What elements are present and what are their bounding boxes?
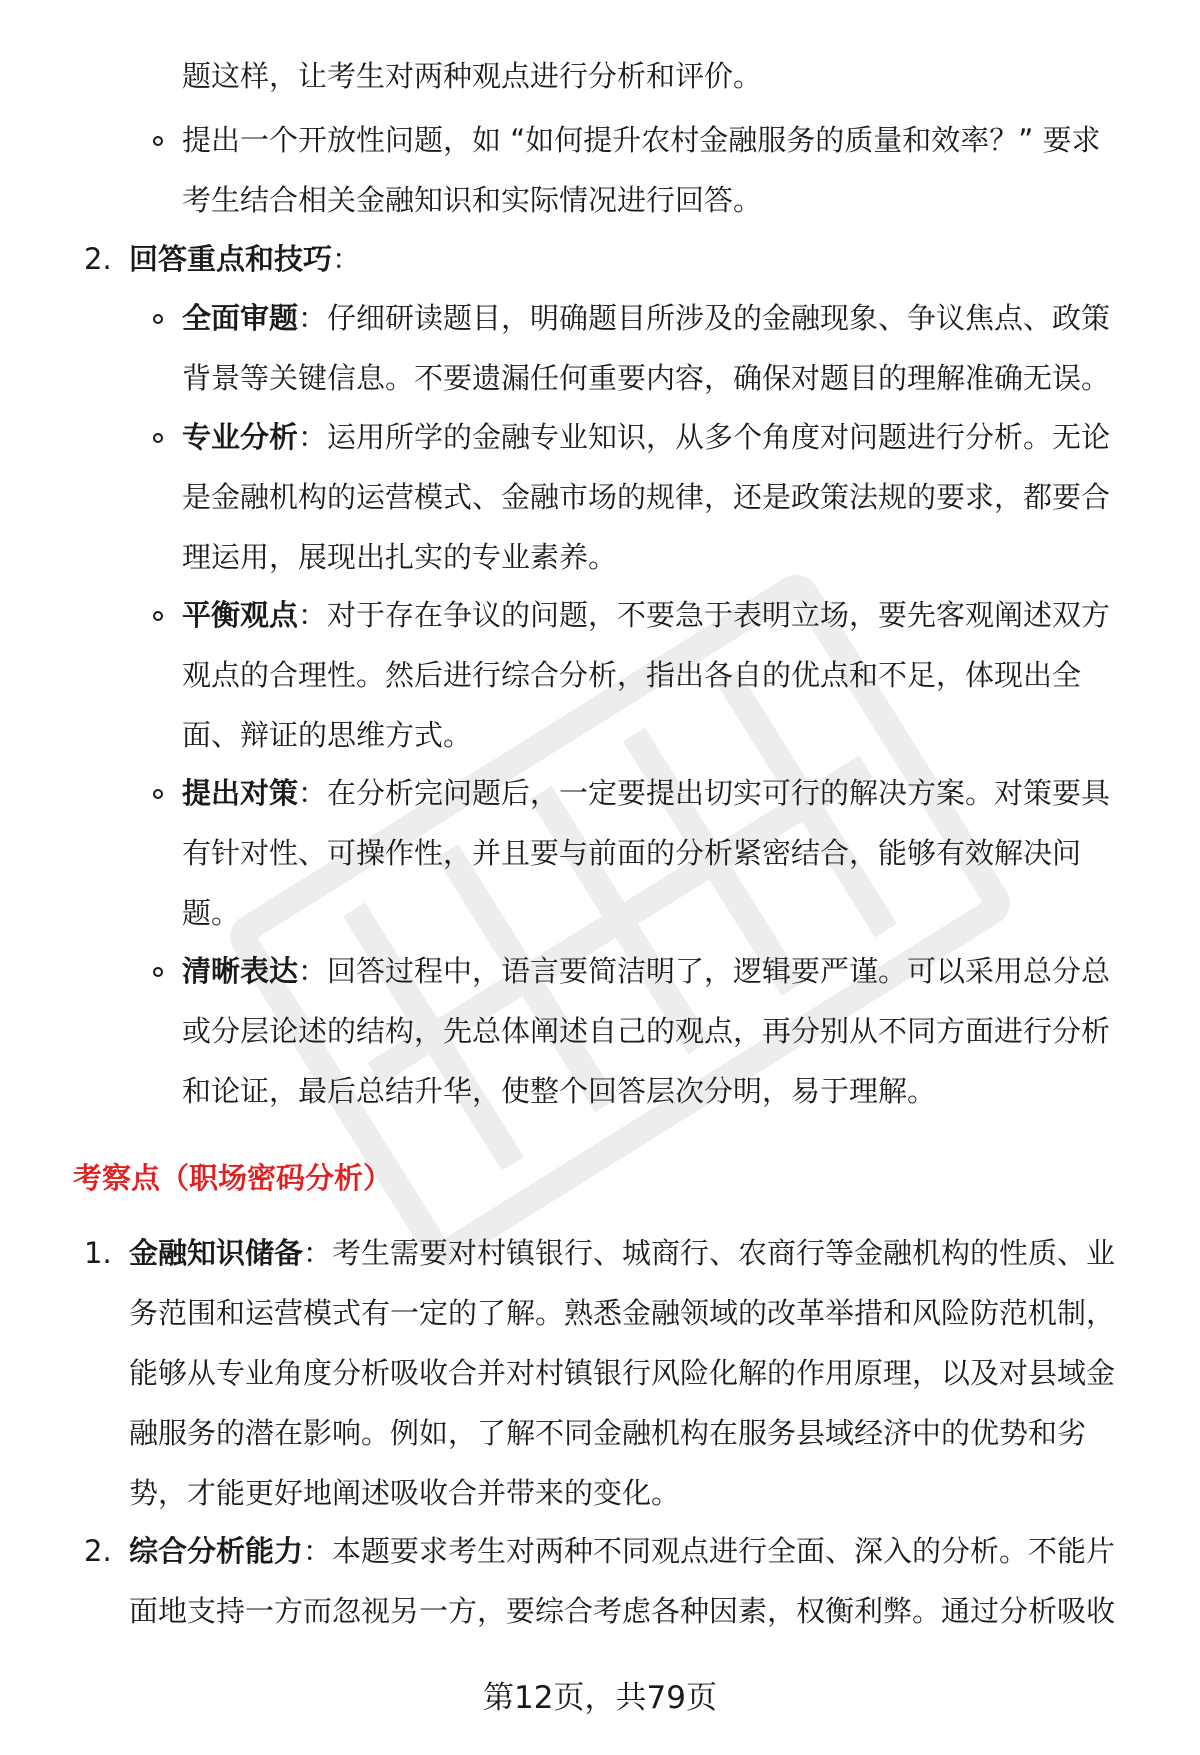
section-heading: 考察点（职场密码分析） [73,1161,393,1195]
circle-bullet-icon [153,314,163,324]
text-line: 有针对性、可操作性，并且要与前面的分析紧密结合，能够有效解决问 [182,836,1082,870]
circle-bullet-icon [153,136,163,146]
list-item: 清晰表达：回答过程中，语言要简洁明了，逻辑要严谨。可以采用总分总 [182,954,1111,988]
text-line: 是金融机构的运营模式、金融市场的规律，还是政策法规的要求，都要合 [182,480,1111,514]
text-line: 务范围和运营模式有一定的了解。熟悉金融领域的改革举措和风险防范机制， [129,1296,1116,1330]
list-item: 提出对策：在分析完问题后，一定要提出切实可行的解决方案。对策要具 [182,776,1111,810]
circle-bullet-icon [153,789,163,799]
text-line: 势，才能更好地阐述吸收合并带来的变化。 [129,1476,681,1510]
text-line: 理运用，展现出扎实的专业素养。 [182,540,618,574]
page-number: 第12页，共79页 [483,1680,717,1716]
circle-bullet-icon [153,967,163,977]
text-line: 和论证，最后总结升华，使整个回答层次分明，易于理解。 [182,1074,937,1108]
text-line: 面地支持一方而忽视另一方，要综合考虑各种因素，权衡利弊。通过分析吸收 [129,1594,1116,1628]
circle-bullet-icon [153,611,163,621]
list-number: 2. [84,1534,112,1568]
text-line: 面、辩证的思维方式。 [182,718,473,752]
text-line: 观点的合理性。然后进行综合分析，指出各自的优点和不足，体现出全 [182,658,1082,692]
text-line: 题。 [182,896,241,930]
text-line: 能够从专业角度分析吸收合并对村镇银行风险化解的作用原理，以及对县域金 [129,1356,1116,1390]
list-number: 1. [84,1236,112,1270]
text-line: 考生结合相关金融知识和实际情况进行回答。 [182,183,763,217]
text-line: 题这样，让考生对两种观点进行分析和评价。 [182,59,763,93]
text-line: 或分层论述的结构，先总体阐述自己的观点，再分别从不同方面进行分析 [182,1014,1111,1048]
list-item: 平衡观点：对于存在争议的问题，不要急于表明立场，要先客观阐述双方 [182,598,1111,632]
text-line: 融服务的潜在影响。例如，了解不同金融机构在服务县域经济中的优势和劣 [129,1416,1087,1450]
list-item: 金融知识储备：考生需要对村镇银行、城商行、农商行等金融机构的性质、业 [129,1236,1116,1270]
list-number: 2. [84,242,112,276]
text-line: 背景等关键信息。不要遗漏任何重要内容，确保对题目的理解准确无误。 [182,361,1111,395]
list-heading: 回答重点和技巧： [129,242,362,276]
list-item: 综合分析能力：本题要求考生对两种不同观点进行全面、深入的分析。不能片 [129,1534,1116,1568]
text-line: 提出一个开放性问题，如 “如何提升农村金融服务的质量和效率？” 要求 [182,123,1101,157]
list-item: 专业分析：运用所学的金融专业知识，从多个角度对问题进行分析。无论 [182,420,1111,454]
list-item: 全面审题：仔细研读题目，明确题目所涉及的金融现象、争议焦点、政策 [182,301,1111,335]
circle-bullet-icon [153,433,163,443]
